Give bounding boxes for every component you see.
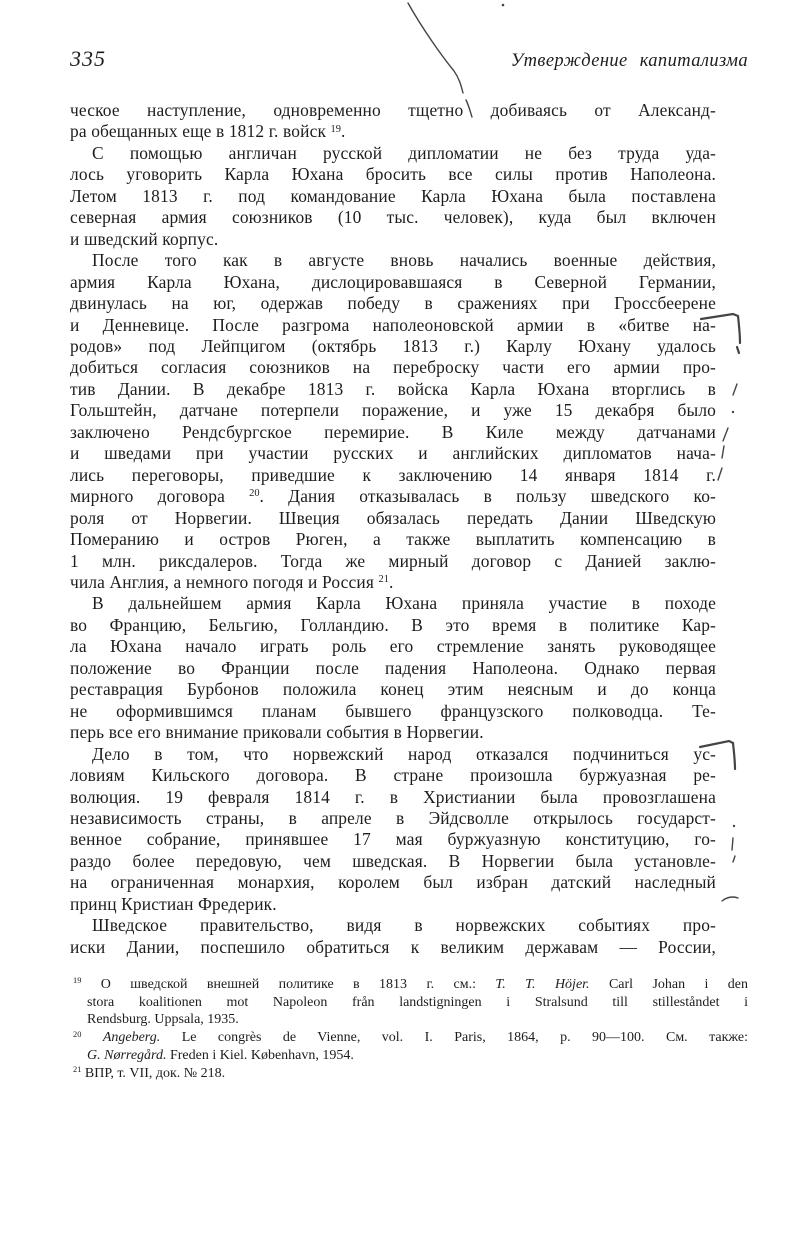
pen-dot (502, 4, 505, 7)
text-line: лись переговоры, приведшие к заключению 14 января 1814 г. (70, 464, 716, 485)
paragraph (70, 250, 716, 593)
pen-margin-curve (722, 897, 738, 901)
text-line: G. Nørregård. Freden i Kiel. København, 1954. (87, 1047, 354, 1063)
pen-margin-slash (718, 468, 722, 480)
text-line: добиться согласия союзников на переброску части его армии про- (70, 357, 716, 378)
text-line: $^{21}$ ВПР, т. VII, док. № 218. (73, 1064, 226, 1081)
footnote-reference: 21 (73, 1064, 82, 1074)
text-line: родов» под Лейпцигом (октябрь 1813 г.) Карлу Юхану удалось (70, 335, 716, 356)
pen-margin-tick (737, 347, 739, 353)
text-line: ра обещанных еще в 1812 г. войск $^{19}$. (70, 121, 346, 142)
footnote-21 (70, 1065, 748, 1083)
text-line: Гольштейн, датчане потерпели поражение, и уже 15 декабря было (70, 400, 716, 421)
text-line: армия Карла Юхана, дислоцировавшаяся в Северной Германии, (70, 271, 716, 292)
paragraph (70, 143, 716, 250)
text-line: и шведский корпус. (70, 228, 219, 249)
pen-margin-slash (723, 428, 728, 441)
paragraph (70, 593, 716, 743)
paragraph (70, 744, 716, 916)
text-line: и Денневице. После разгрома наполеоновской армии в «битве на- (70, 314, 716, 335)
text-line: чила Англия, а немного погодя и Россия $^{21}$. (70, 571, 394, 592)
paragraph (70, 100, 716, 143)
pen-margin-slash (733, 384, 737, 395)
text-line: $^{19}$ О шведской внешней политике в 1813 г. см.: Т. Т. Höjer. Carl Johan i den (73, 976, 748, 992)
text-line: принц Кристиан Фредерик. (70, 893, 277, 914)
text-line: двинулась на юг, одержав победу в сражениях при Гроссбеерене (70, 293, 716, 314)
text-line: ловиям Кильского договора. В стране произошла буржуазная ре- (70, 765, 716, 786)
page-number: 335 (70, 46, 106, 71)
footnotes (70, 976, 748, 1082)
text-line: В дальнейшем армия Карла Юхана приняла участие в походе (92, 593, 716, 614)
text-line: Померанию и остров Рюген, а также выплатить компенсацию в (70, 529, 716, 550)
text-line: Летом 1813 г. под командование Карла Юхана была поставлена (70, 185, 716, 206)
text-line: $^{20}$ Angeberg. Le congrès de Vienne, vol. I. Paris, 1864, p. 90—100. См. также: (73, 1029, 749, 1046)
text-line: лось уговорить Карла Юхана бросить все силы против Наполеона. (70, 164, 716, 185)
text-line: и шведами при участии русских и английских дипломатов нача- (70, 443, 716, 464)
text-line: Шведское правительство, видя в норвежских событиях про- (92, 915, 716, 936)
text-line: не оформившимся планам бывшего французского полководца. Те- (70, 700, 716, 721)
footnote-reference: 20 (73, 1029, 82, 1039)
text-line: волюция. 19 февраля 1814 г. в Христиании была провозглашена (70, 786, 716, 807)
text-line: stora koalitionen mot Napoleon från landstigningen i Stralsund till stilleståndet i (87, 994, 748, 1010)
text-line: раздо более передовую, чем шведская. В Норвегии была установле- (70, 850, 716, 871)
text-line: венное собрание, принявшее 17 мая буржуазную конституцию, го- (70, 829, 716, 850)
text-line: на ограниченная монархия, королем был избран датский наследный (70, 872, 716, 893)
paragraph (70, 915, 716, 958)
text-line: северная армия союзников (10 тыс. человек), куда был включен (70, 207, 716, 228)
footnote-reference: 21 (378, 574, 389, 586)
text-line: После того как в августе вновь начались военные действия, (92, 250, 716, 271)
text-line: перь все его внимание приковали события в Норвегии. (70, 722, 484, 743)
footnote-reference: 20 (249, 488, 260, 500)
page-header (70, 46, 748, 72)
footnote-20 (70, 1029, 748, 1064)
text-line: тив Дании. В декабре 1813 г. войска Карла Юхана вторглись в (70, 378, 716, 399)
text-line: во Францию, Бельгию, Голландию. В это время в политике Кар- (70, 614, 716, 635)
pen-margin-tick (733, 856, 735, 862)
text-line: Дело в том, что норвежский народ отказался подчиниться ус- (92, 743, 716, 764)
running-title: Утверждение капитализма (510, 51, 748, 71)
footnote-19 (70, 976, 748, 1029)
footnote-reference: 19 (330, 123, 341, 135)
body-text (70, 100, 716, 958)
text-line: 1 млн. риксдалеров. Тогда же мирный договор с Данией заклю- (70, 550, 716, 571)
text-line: Rendsburg. Uppsala, 1935. (87, 1012, 239, 1028)
pen-margin-dash (722, 446, 724, 458)
text-line: независимость страны, в апреле в Эйдсволле открылось государст- (70, 807, 716, 828)
text-line: С помощью англичан русской дипломатии не без труда уда- (92, 142, 716, 163)
text-line: ческое наступление, одновременно тщетно добиваясь от Александ- (70, 100, 716, 120)
text-line: мирного договора $^{20}$. Дания отказывалась в пользу шведского ко- (70, 486, 716, 507)
footnote-reference: 19 (73, 976, 82, 986)
text-line: положение во Франции после падения Наполеона. Однако первая (70, 657, 716, 678)
pen-margin-dash (732, 838, 733, 850)
pen-dot (732, 411, 734, 413)
text-line: заключено Рендсбургское перемирие. В Киле между датчанами (70, 421, 716, 442)
pen-dot (733, 825, 735, 827)
text-line: реставрация Бурбонов положила конец этим неясным и до конца (70, 679, 716, 700)
text-line: роля от Норвегии. Швеция обязалась передать Дании Шведскую (70, 507, 716, 528)
text-line: ла Юхана начало играть роль его стремление занять руководящее (70, 636, 716, 657)
text-line: иски Дании, поспешило обратиться к великим державам — России, (70, 936, 716, 957)
